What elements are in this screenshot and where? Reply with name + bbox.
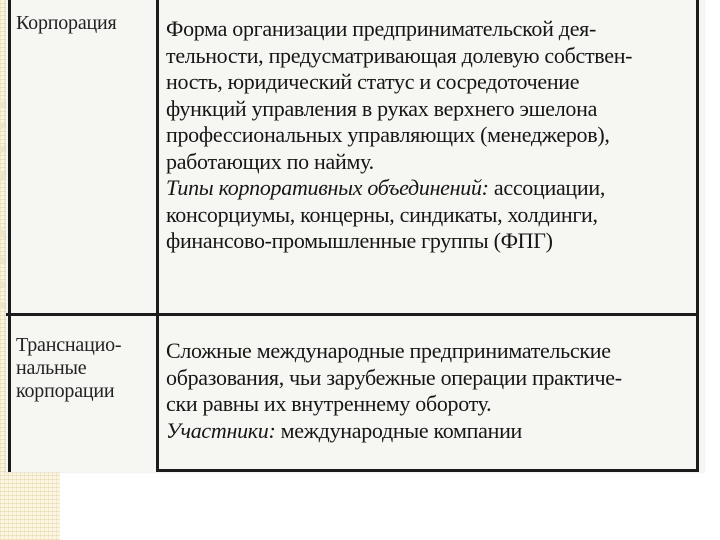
types-line: консорциумы, концерны, синдикаты, холдинги,: [166, 201, 598, 227]
definition-line: профессиональных управляющих (менеджеров),: [166, 122, 610, 147]
definition-line: работающих по найму.: [166, 148, 374, 174]
table-row: [6, 316, 704, 472]
term-text: Транснацио-: [16, 334, 122, 356]
definition-cell: [166, 338, 696, 444]
definition-line: образования, чьи зарубежные операции практиче-: [166, 364, 622, 390]
definition-line: Форма организации предпринимательской дея-: [166, 16, 597, 41]
term-text: корпорации: [16, 380, 115, 402]
types-label: Типы корпоративных объединений:: [166, 175, 489, 200]
types-text: ассоциации,: [488, 175, 606, 200]
definition-line: функций управления в руках верхнего эшелона: [166, 95, 598, 121]
participants-text: международные компании: [275, 417, 523, 443]
definition-line: тельности, предусматривающая долевую собствен-: [166, 42, 633, 68]
participants-line: [166, 418, 696, 445]
definition-line: Сложные международные предпринимательские: [166, 338, 611, 363]
definition-line: ски равны их внутреннему обороту.: [166, 391, 492, 416]
term-text: Корпорация: [16, 12, 117, 34]
types-line: финансово-промышленные группы (ФПГ): [166, 228, 553, 253]
definition-cell: [166, 16, 696, 255]
term-text: нальные: [16, 357, 87, 379]
term-cell: [16, 12, 151, 35]
table-row: [6, 0, 704, 316]
scanned-table: [6, 0, 704, 472]
types-line: [166, 175, 696, 202]
participants-label: Участники:: [166, 417, 276, 443]
definition-line: ность, юридический статус и сосредоточение: [166, 69, 580, 94]
term-cell: [16, 334, 151, 403]
